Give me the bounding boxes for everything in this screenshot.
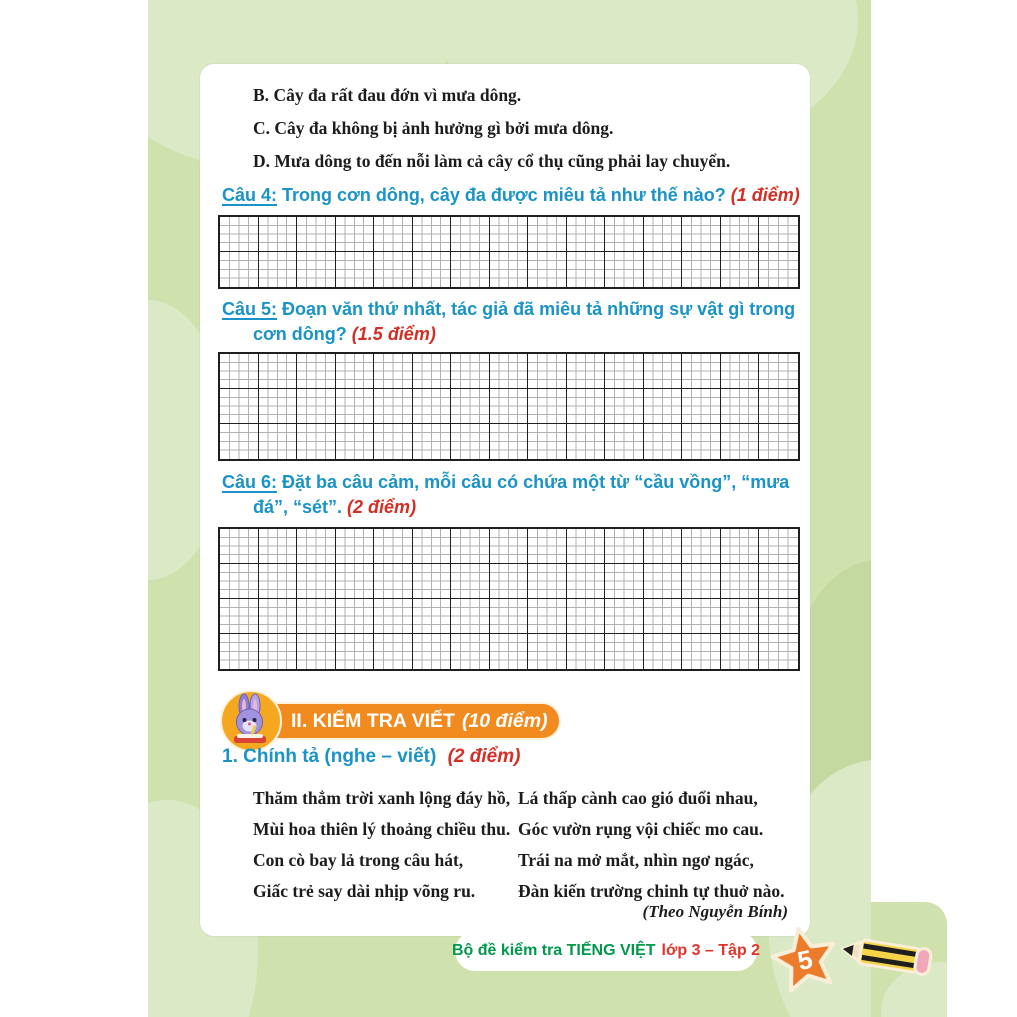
grid-cell <box>220 252 259 287</box>
exam-page <box>200 64 810 936</box>
grid-cell <box>259 599 298 634</box>
grid-cell <box>605 217 644 252</box>
grid-cell <box>297 354 336 389</box>
grid-cell <box>336 634 375 669</box>
grid-cell <box>297 564 336 599</box>
grid-cell <box>490 424 529 459</box>
option-d <box>253 151 793 172</box>
grid-cell <box>374 354 413 389</box>
question-points: (1.5 điểm) <box>351 324 436 344</box>
grid-cell <box>605 529 644 564</box>
grid-cell <box>528 529 567 564</box>
grid-cell <box>451 599 490 634</box>
grid-cell <box>297 389 336 424</box>
grid-cell <box>528 564 567 599</box>
question-text: Đặt ba câu cảm, mỗi câu có chứa một từ “cầu vồng”, “mưa đá”, “sét”. <box>253 472 790 517</box>
grid-cell <box>220 389 259 424</box>
writing-grid-q6 <box>218 527 800 671</box>
grid-cell <box>297 634 336 669</box>
section-title: II. KIỂM TRA VIẾT <box>291 709 455 732</box>
question-points: (1 điểm) <box>730 185 800 205</box>
writing-grid-q5 <box>218 352 800 461</box>
poem-line: Góc vườn rụng vội chiếc mo cau. <box>518 819 764 839</box>
grid-cell <box>528 599 567 634</box>
option-text: Mưa dông to đến nỗi làm cả cây cổ thụ cũng phải lay chuyển. <box>274 151 731 171</box>
grid-cell <box>682 252 721 287</box>
grid-cell <box>567 634 606 669</box>
grid-cell <box>451 252 490 287</box>
grid-cell <box>259 634 298 669</box>
page-number-star <box>765 922 845 997</box>
grid-cell <box>413 424 452 459</box>
grid-cell <box>759 354 798 389</box>
grid-cell <box>759 252 798 287</box>
grid-cell <box>336 217 375 252</box>
grid-cell <box>528 634 567 669</box>
grid-cell <box>259 564 298 599</box>
question-6-heading <box>222 470 800 520</box>
poem-line: Giấc trẻ say dài nhịp võng ru. <box>253 881 476 901</box>
grid-cell <box>605 354 644 389</box>
grid-cell <box>259 217 298 252</box>
grid-cell <box>682 564 721 599</box>
poem-line: Lá thấp cành cao gió đuổi nhau, <box>518 788 758 808</box>
grid-cell <box>605 634 644 669</box>
grid-cell <box>682 599 721 634</box>
grid-cell <box>220 564 259 599</box>
grid-cell <box>721 252 760 287</box>
grid-cell <box>682 529 721 564</box>
grid-cell <box>721 564 760 599</box>
grid-cell <box>259 529 298 564</box>
option-c <box>253 118 793 139</box>
grid-cell <box>721 529 760 564</box>
question-text: Trong cơn dông, cây đa được miêu tả như thế nào? <box>282 185 726 205</box>
grid-cell <box>644 599 683 634</box>
grid-cell <box>220 217 259 252</box>
grid-cell <box>451 424 490 459</box>
grid-cell <box>721 389 760 424</box>
option-label: B. <box>253 85 270 105</box>
grid-cell <box>605 564 644 599</box>
grid-cell <box>759 424 798 459</box>
grid-cell <box>297 217 336 252</box>
poem-line: Trái na mở mắt, nhìn ngơ ngác, <box>518 850 754 870</box>
grid-cell <box>528 217 567 252</box>
grid-cell <box>567 389 606 424</box>
section-points: (10 điểm) <box>461 709 548 732</box>
grid-cell <box>297 252 336 287</box>
grid-cell <box>528 424 567 459</box>
grid-cell <box>220 424 259 459</box>
grid-cell <box>605 252 644 287</box>
grid-cell <box>567 529 606 564</box>
grid-cell <box>220 599 259 634</box>
grid-cell <box>374 564 413 599</box>
grid-cell <box>644 252 683 287</box>
grid-cell <box>759 564 798 599</box>
question-4-heading <box>222 183 800 208</box>
footer-series-title: Bộ đề kiểm tra TIẾNG VIỆT <box>451 942 656 959</box>
rabbit-mascot-icon <box>220 690 282 752</box>
grid-cell <box>567 424 606 459</box>
grid-cell <box>374 634 413 669</box>
grid-cell <box>374 217 413 252</box>
grid-cell <box>644 424 683 459</box>
grid-cell <box>490 217 529 252</box>
grid-cell <box>336 354 375 389</box>
grid-cell <box>259 424 298 459</box>
question-number: Câu 5: <box>222 299 278 319</box>
grid-cell <box>644 564 683 599</box>
grid-cell <box>259 354 298 389</box>
grid-cell <box>413 599 452 634</box>
grid-cell <box>682 389 721 424</box>
question-text: Đoạn văn thứ nhất, tác giả đã miêu tả những sự vật gì trong cơn dông? <box>253 299 796 344</box>
poem-line: Thăm thẳm trời xanh lộng đáy hồ, <box>253 788 511 808</box>
grid-cell <box>336 529 375 564</box>
footer-grade-label: lớp 3 – Tập 2 <box>661 942 761 959</box>
grid-cell <box>759 389 798 424</box>
grid-cell <box>413 217 452 252</box>
grid-cell <box>336 564 375 599</box>
grid-cell <box>259 252 298 287</box>
grid-cell <box>644 389 683 424</box>
grid-cell <box>759 529 798 564</box>
grid-cell <box>374 599 413 634</box>
grid-cell <box>490 354 529 389</box>
grid-cell <box>336 424 375 459</box>
grid-cell <box>644 354 683 389</box>
grid-cell <box>567 354 606 389</box>
grid-cell <box>759 634 798 669</box>
poem-attribution: (Theo Nguyễn Bính) <box>642 902 788 921</box>
section-badge <box>237 702 561 740</box>
grid-cell <box>451 389 490 424</box>
grid-cell <box>336 599 375 634</box>
grid-cell <box>413 389 452 424</box>
grid-cell <box>451 529 490 564</box>
grid-cell <box>413 529 452 564</box>
grid-cell <box>759 599 798 634</box>
question-number: Câu 4: <box>222 185 278 205</box>
question-5-heading <box>222 297 800 347</box>
grid-cell <box>759 217 798 252</box>
subsection-points: (2 điểm) <box>447 746 521 767</box>
grid-cell <box>605 389 644 424</box>
grid-cell <box>336 252 375 287</box>
grid-cell <box>451 634 490 669</box>
grid-cell <box>259 389 298 424</box>
grid-cell <box>451 217 490 252</box>
subsection-title: 1. Chính tả (nghe – viết) <box>222 746 437 767</box>
grid-cell <box>721 217 760 252</box>
grid-cell <box>297 599 336 634</box>
grid-cell <box>220 354 259 389</box>
grid-cell <box>490 599 529 634</box>
grid-cell <box>644 634 683 669</box>
grid-cell <box>336 389 375 424</box>
poem-line: Con cò bay lả trong câu hát, <box>253 850 464 870</box>
grid-cell <box>297 424 336 459</box>
grid-cell <box>490 564 529 599</box>
grid-cell <box>721 599 760 634</box>
writing-grid-q4 <box>218 215 800 289</box>
question-number: Câu 6: <box>222 472 278 492</box>
grid-cell <box>682 217 721 252</box>
option-b <box>253 85 793 106</box>
option-text: Cây đa không bị ảnh hưởng gì bởi mưa dông. <box>274 118 614 138</box>
grid-cell <box>413 634 452 669</box>
pencil-icon <box>838 934 938 982</box>
grid-cell <box>567 252 606 287</box>
subsection-heading <box>222 746 520 768</box>
grid-cell <box>721 424 760 459</box>
grid-cell <box>374 529 413 564</box>
grid-cell <box>490 634 529 669</box>
grid-cell <box>567 599 606 634</box>
page-number: 5 <box>794 943 816 977</box>
grid-cell <box>413 564 452 599</box>
grid-cell <box>297 529 336 564</box>
grid-cell <box>413 354 452 389</box>
grid-cell <box>220 634 259 669</box>
grid-cell <box>451 564 490 599</box>
grid-cell <box>644 217 683 252</box>
grid-cell <box>490 529 529 564</box>
grid-cell <box>682 354 721 389</box>
grid-cell <box>528 354 567 389</box>
grid-cell <box>567 217 606 252</box>
option-label: D. <box>253 151 271 171</box>
grid-cell <box>644 529 683 564</box>
grid-cell <box>490 389 529 424</box>
grid-cell <box>605 424 644 459</box>
poem-line: Đàn kiến trường chinh tự thuở nào. <box>518 881 785 901</box>
grid-cell <box>490 252 529 287</box>
grid-cell <box>374 424 413 459</box>
grid-cell <box>374 389 413 424</box>
poem-line: Mùi hoa thiên lý thoảng chiều thu. <box>253 819 511 839</box>
grid-cell <box>528 252 567 287</box>
grid-cell <box>413 252 452 287</box>
grid-cell <box>528 389 567 424</box>
grid-cell <box>220 529 259 564</box>
grid-cell <box>567 564 606 599</box>
grid-cell <box>682 634 721 669</box>
option-label: C. <box>253 118 271 138</box>
footer-series-pill <box>451 931 761 971</box>
grid-cell <box>605 599 644 634</box>
grid-cell <box>682 424 721 459</box>
question-points: (2 điểm) <box>347 497 417 517</box>
grid-cell <box>721 634 760 669</box>
grid-cell <box>451 354 490 389</box>
grid-cell <box>721 354 760 389</box>
grid-cell <box>374 252 413 287</box>
option-text: Cây đa rất đau đớn vì mưa dông. <box>273 85 522 105</box>
